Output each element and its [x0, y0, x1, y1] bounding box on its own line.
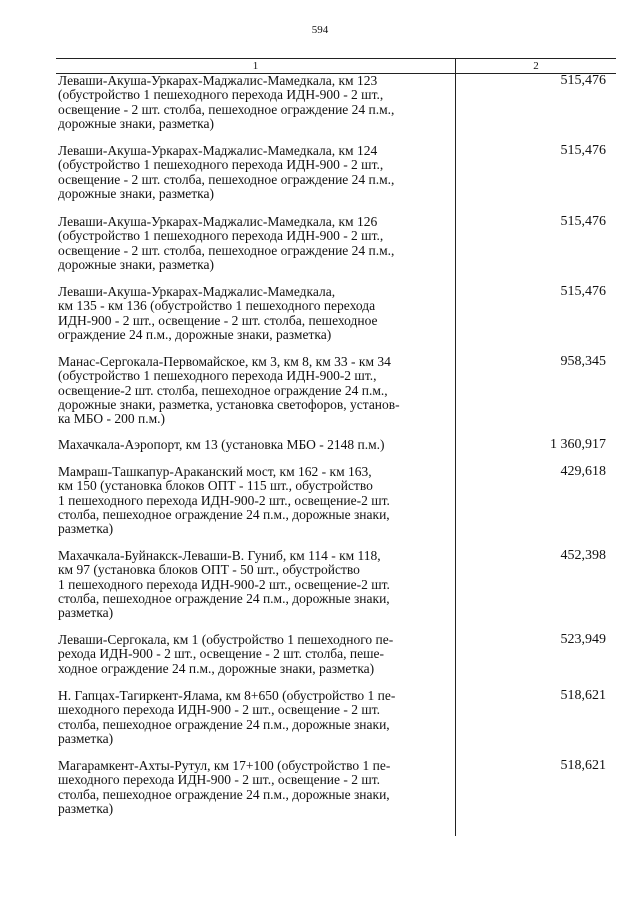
row-value: 515,476 [560, 143, 606, 158]
table-row [56, 465, 616, 549]
row-description: Леваши-Акуша-Уркарах-Маджалис-Мамедкала, км 123 (обустройство 1 пешеходного перехода ИДН-900 - 2 шт., освещение - 2 шт. столба, пешеходное ограждение 24 п.м., дорожные знаки, разметка) [58, 73, 395, 131]
row-description: Н. Гапцах-Тагиркент-Ялама, км 8+650 (обустройство 1 пе- шеходного перехода ИДН-900 - 2 шт., освещение - 2 шт. столба, пешеходное ограждение 24 п.м., дорожные знаки, разметка) [58, 688, 396, 746]
row-value: 515,476 [560, 214, 606, 229]
page-number: 594 [311, 24, 329, 36]
row-value: 1 360,917 [550, 437, 606, 452]
row-value: 515,476 [560, 73, 606, 88]
column-header-2: 2 [533, 60, 539, 72]
row-description: Мамраш-Ташкапур-Араканский мост, км 162 - км 163, км 150 (установка блоков ОПТ - 115 шт., обустройство 1 пешеходного перехода ИДН-900-2 шт., освещение-2 шт. столба, пешеходное ограждение 24 п.м., дорожные знаки, разметка) [58, 464, 390, 537]
row-value: 429,618 [560, 464, 606, 479]
row-value: 958,345 [560, 354, 606, 369]
table-row [56, 759, 616, 829]
table-row [56, 549, 616, 633]
row-value: 518,621 [560, 688, 606, 703]
table-row [56, 689, 616, 759]
row-value: 518,621 [560, 758, 606, 773]
column-header-1: 1 [56, 59, 456, 73]
row-value: 452,398 [560, 548, 606, 563]
table-row [56, 633, 616, 689]
row-description: Леваши-Акуша-Уркарах-Маджалис-Мамедкала, км 124 (обустройство 1 пешеходного перехода ИДН-900 - 2 шт., освещение - 2 шт. столба, пешеходное ограждение 24 п.м., дорожные знаки, разметка) [58, 143, 395, 201]
row-description: Леваши-Сергокала, км 1 (обустройство 1 пешеходного пе- рехода ИДН-900 - 2 шт., освещение - 2 шт. столба, пеше- ходное ограждение 24 п.м., дорожные знаки, разметка) [58, 632, 394, 676]
row-description: Магарамкент-Ахты-Рутул, км 17+100 (обустройство 1 пе- шеходного перехода ИДН-900 - 2 шт., освещение - 2 шт. столба, пешеходное ограждение 24 п.м., дорожные знаки, разметка) [58, 758, 391, 816]
table-row [56, 144, 616, 215]
row-value: 515,476 [560, 284, 606, 299]
table-row [56, 438, 616, 465]
table-row [56, 215, 616, 285]
row-description: Махачкала-Аэропорт, км 13 (установка МБО - 2148 п.м.) [58, 437, 385, 452]
row-description: Леваши-Акуша-Уркарах-Маджалис-Мамедкала, км 135 - км 136 (обустройство 1 пешеходного перехода ИДН-900 - 2 шт., освещение - 2 шт. столба, пешеходное ограждение 24 п.м., дорожные знаки, разметка) [58, 284, 378, 342]
table-row [56, 355, 616, 438]
table-body [56, 74, 616, 829]
table-header [56, 58, 616, 74]
table-row [56, 285, 616, 355]
row-value: 523,949 [560, 632, 606, 647]
row-description: Манас-Сергокала-Первомайское, км 3, км 8, км 33 - км 34 (обустройство 1 пешеходного перехода ИДН-900-2 шт., освещение-2 шт. столба, пешеходное ограждение 24 п.м., дорожные знаки, разметка, установка светофоров, установ- ка МБО - 200 п.м.) [58, 354, 400, 427]
data-table [56, 58, 616, 74]
row-description: Леваши-Акуша-Уркарах-Маджалис-Мамедкала, км 126 (обустройство 1 пешеходного перехода ИДН-900 - 2 шт., освещение - 2 шт. столба, пешеходное ограждение 24 п.м., дорожные знаки, разметка) [58, 214, 395, 272]
row-description: Махачкала-Буйнакск-Леваши-В. Гуниб, км 114 - км 118, км 97 (установка блоков ОПТ - 50 шт., обустройство 1 пешеходного перехода ИДН-900-2 шт., освещение-2 шт. столба, пешеходное ограждение 24 п.м., дорожные знаки, разметка) [58, 548, 390, 621]
table-row [56, 74, 616, 144]
